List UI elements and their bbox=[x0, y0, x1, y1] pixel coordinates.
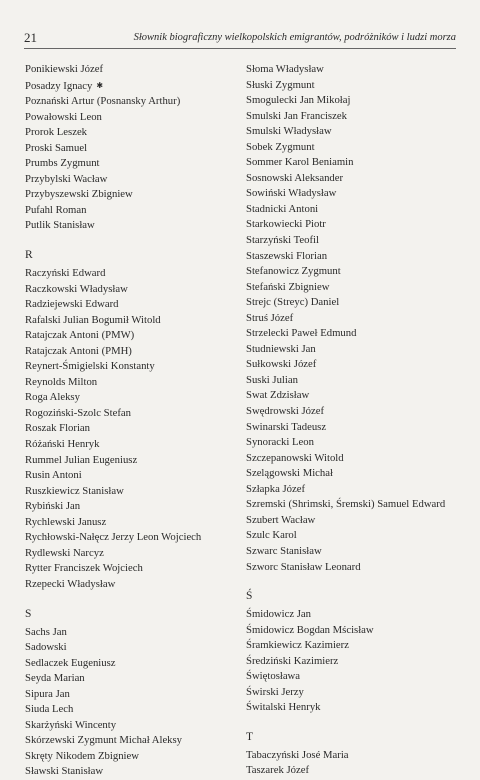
index-entry: Smulski Władysław bbox=[246, 125, 332, 138]
index-entry: Smulski Jan Franciszek bbox=[246, 109, 347, 122]
index-entry: Skórzewski Zygmunt Michał Aleksy bbox=[25, 734, 183, 747]
s-entries-right bbox=[246, 62, 461, 575]
index-entry: Rytter Franciszek Wojciech bbox=[25, 562, 143, 575]
index-entry: Siuda Lech bbox=[25, 703, 74, 716]
index-entry: Reynolds Milton bbox=[25, 375, 98, 388]
index-entry: Różański Henryk bbox=[25, 438, 100, 451]
index-entry: Putlik Stanisław bbox=[25, 219, 95, 232]
index-entry: Seyda Marian bbox=[25, 672, 85, 685]
index-entry: Szworc Stanisław Leonard bbox=[246, 560, 361, 573]
index-entry: Sowiński Władysław bbox=[246, 187, 337, 200]
index-entry: Swat Zdzisław bbox=[246, 389, 310, 402]
index-entry: Skarżyński Wincenty bbox=[25, 718, 117, 731]
index-entry: Starkowiecki Piotr bbox=[246, 218, 326, 231]
entry-text: Posadzy Ignacy bbox=[25, 79, 93, 92]
section-letter-s-acute: Ś bbox=[246, 590, 253, 603]
index-entry: Sobek Zygmunt bbox=[246, 140, 315, 153]
index-entry: Rummel Julian Eugeniusz bbox=[25, 453, 138, 466]
index-entry: Słoma Władysław bbox=[246, 63, 324, 75]
index-entry: Sommer Karol Beniamin bbox=[246, 156, 354, 169]
r-entries bbox=[25, 266, 235, 592]
index-entry: Studniewski Jan bbox=[246, 342, 316, 355]
index-entry: Świtalski Henryk bbox=[246, 701, 321, 714]
index-entry: Starzyński Teofil bbox=[246, 234, 319, 247]
index-entry: Strejc (Streyc) Daniel bbox=[246, 296, 340, 309]
index-entry: Przybyszewski Zbigniew bbox=[25, 188, 133, 201]
index-entry: Smogulecki Jan Mikołaj bbox=[246, 94, 351, 107]
index-entry: Pufahl Roman bbox=[25, 203, 87, 216]
index-entry: Raczkowski Władysław bbox=[25, 282, 128, 295]
index-entry: Szwarc Stanisław bbox=[246, 544, 322, 557]
index-entry: Rafalski Julian Bogumił Witold bbox=[25, 313, 161, 326]
t-entries bbox=[246, 748, 461, 779]
index-entry: Rogoziński-Szolc Stefan bbox=[25, 406, 131, 419]
index-entry: Rychłowski-Nałęcz Jerzy Leon Wojciech bbox=[25, 531, 202, 544]
index-entry: Szubert Wacław bbox=[246, 513, 316, 526]
index-entry: Szłapka Józef bbox=[246, 482, 306, 495]
index-entry: Ratajczak Antoni (PMH) bbox=[25, 344, 132, 357]
index-entry: Swinarski Tadeusz bbox=[246, 420, 327, 433]
index-entry: Szulc Karol bbox=[246, 529, 297, 542]
index-entry: Przybylski Wacław bbox=[25, 172, 108, 185]
index-entry: Stefanowicz Zygmunt bbox=[246, 265, 341, 278]
index-entry: Rusin Antoni bbox=[25, 469, 82, 482]
index-entry: Staszewski Florian bbox=[246, 249, 328, 262]
index-entry: Sedlaczek Eugeniusz bbox=[25, 656, 116, 669]
index-entry: Raczyński Edward bbox=[25, 267, 106, 280]
index-entry: Sułkowski Józef bbox=[246, 358, 317, 371]
index-entry: Swędrowski Józef bbox=[246, 405, 325, 418]
index-entry: Sadowski bbox=[25, 641, 67, 654]
index-entry: Proski Samuel bbox=[25, 141, 88, 154]
index-entry: Stadnicki Antoni bbox=[246, 202, 319, 215]
index-entry: Śmidowicz Jan bbox=[246, 608, 312, 621]
index-entry: Ruszkiewicz Stanisław bbox=[25, 484, 124, 497]
index-entry: Powałowski Leon bbox=[25, 110, 102, 123]
index-entry: Słuski Zygmunt bbox=[246, 78, 315, 91]
index-entry bbox=[25, 78, 235, 95]
index-entry: Sipura Jan bbox=[25, 687, 70, 700]
index-entry: Radziejewski Edward bbox=[25, 298, 119, 311]
index-entry: Sachs Jan bbox=[25, 625, 67, 638]
index-entry: Ponikiewski Józef bbox=[25, 63, 104, 75]
index-entry: Rzepecki Władysław bbox=[25, 577, 116, 590]
index-entry: Tabaczyński José Maria bbox=[246, 748, 349, 761]
index-entry: Strzelecki Paweł Edmund bbox=[246, 327, 357, 340]
section-letter-t: T bbox=[246, 730, 254, 743]
index-entry: Taszarek Józef bbox=[246, 764, 310, 777]
index-entry: Poznański Artur (Posnansky Arthur) bbox=[25, 95, 181, 108]
index-entry: Ratajczak Antoni (PMW) bbox=[25, 329, 135, 342]
index-entry: Roga Aleksy bbox=[25, 391, 80, 404]
index-entry: Stefański Zbigniew bbox=[246, 280, 330, 293]
index-entry: Synoracki Leon bbox=[246, 436, 314, 449]
s-acute-entries bbox=[246, 607, 461, 716]
section-letter-r: R bbox=[25, 249, 33, 262]
index-entry: Reynert-Śmigielski Konstanty bbox=[25, 360, 155, 373]
index-entry: Średziński Kazimierz bbox=[246, 654, 339, 667]
index-entry: Śmidowicz Bogdan Mścisław bbox=[246, 623, 374, 636]
index-entry: Szremski (Shrimski, Śremski) Samuel Edward bbox=[246, 498, 446, 511]
s-entries-left bbox=[25, 625, 235, 780]
index-entry: Sosnowski Aleksander bbox=[246, 171, 344, 184]
index-entry: Rybiński Jan bbox=[25, 500, 81, 513]
index-entry: Świętosława bbox=[246, 670, 301, 683]
right-column bbox=[246, 62, 461, 779]
index-entry: Prorok Leszek bbox=[25, 126, 88, 139]
index-entry: Świrski Jerzy bbox=[246, 685, 304, 698]
star-icon: ✱ bbox=[96, 80, 104, 90]
running-title: Słownik biograficzny wielkopolskich emigrantów, podróżników i ludzi morza bbox=[133, 32, 456, 43]
index-entry: Rychlewski Janusz bbox=[25, 515, 107, 528]
p-entries bbox=[25, 62, 235, 234]
left-column bbox=[25, 62, 235, 780]
index-entry: Skręty Nikodem Zbigniew bbox=[25, 749, 139, 762]
index-entry: Roszak Florian bbox=[25, 422, 91, 435]
index-entry: Suski Julian bbox=[246, 373, 298, 386]
index-entry: Struś Józef bbox=[246, 311, 294, 324]
index-entry: Śramkiewicz Kazimierz bbox=[246, 639, 349, 652]
page-number: 21 bbox=[24, 30, 37, 45]
index-entry: Sławski Stanisław bbox=[25, 765, 104, 778]
section-letter-s: S bbox=[25, 607, 32, 620]
index-entry: Prumbs Zygmunt bbox=[25, 157, 100, 170]
index-entry: Szelągowski Michał bbox=[246, 467, 333, 480]
index-entry: Rydlewski Narcyz bbox=[25, 546, 104, 559]
page-header bbox=[24, 30, 456, 49]
index-entry: Szczepanowski Witold bbox=[246, 451, 344, 464]
